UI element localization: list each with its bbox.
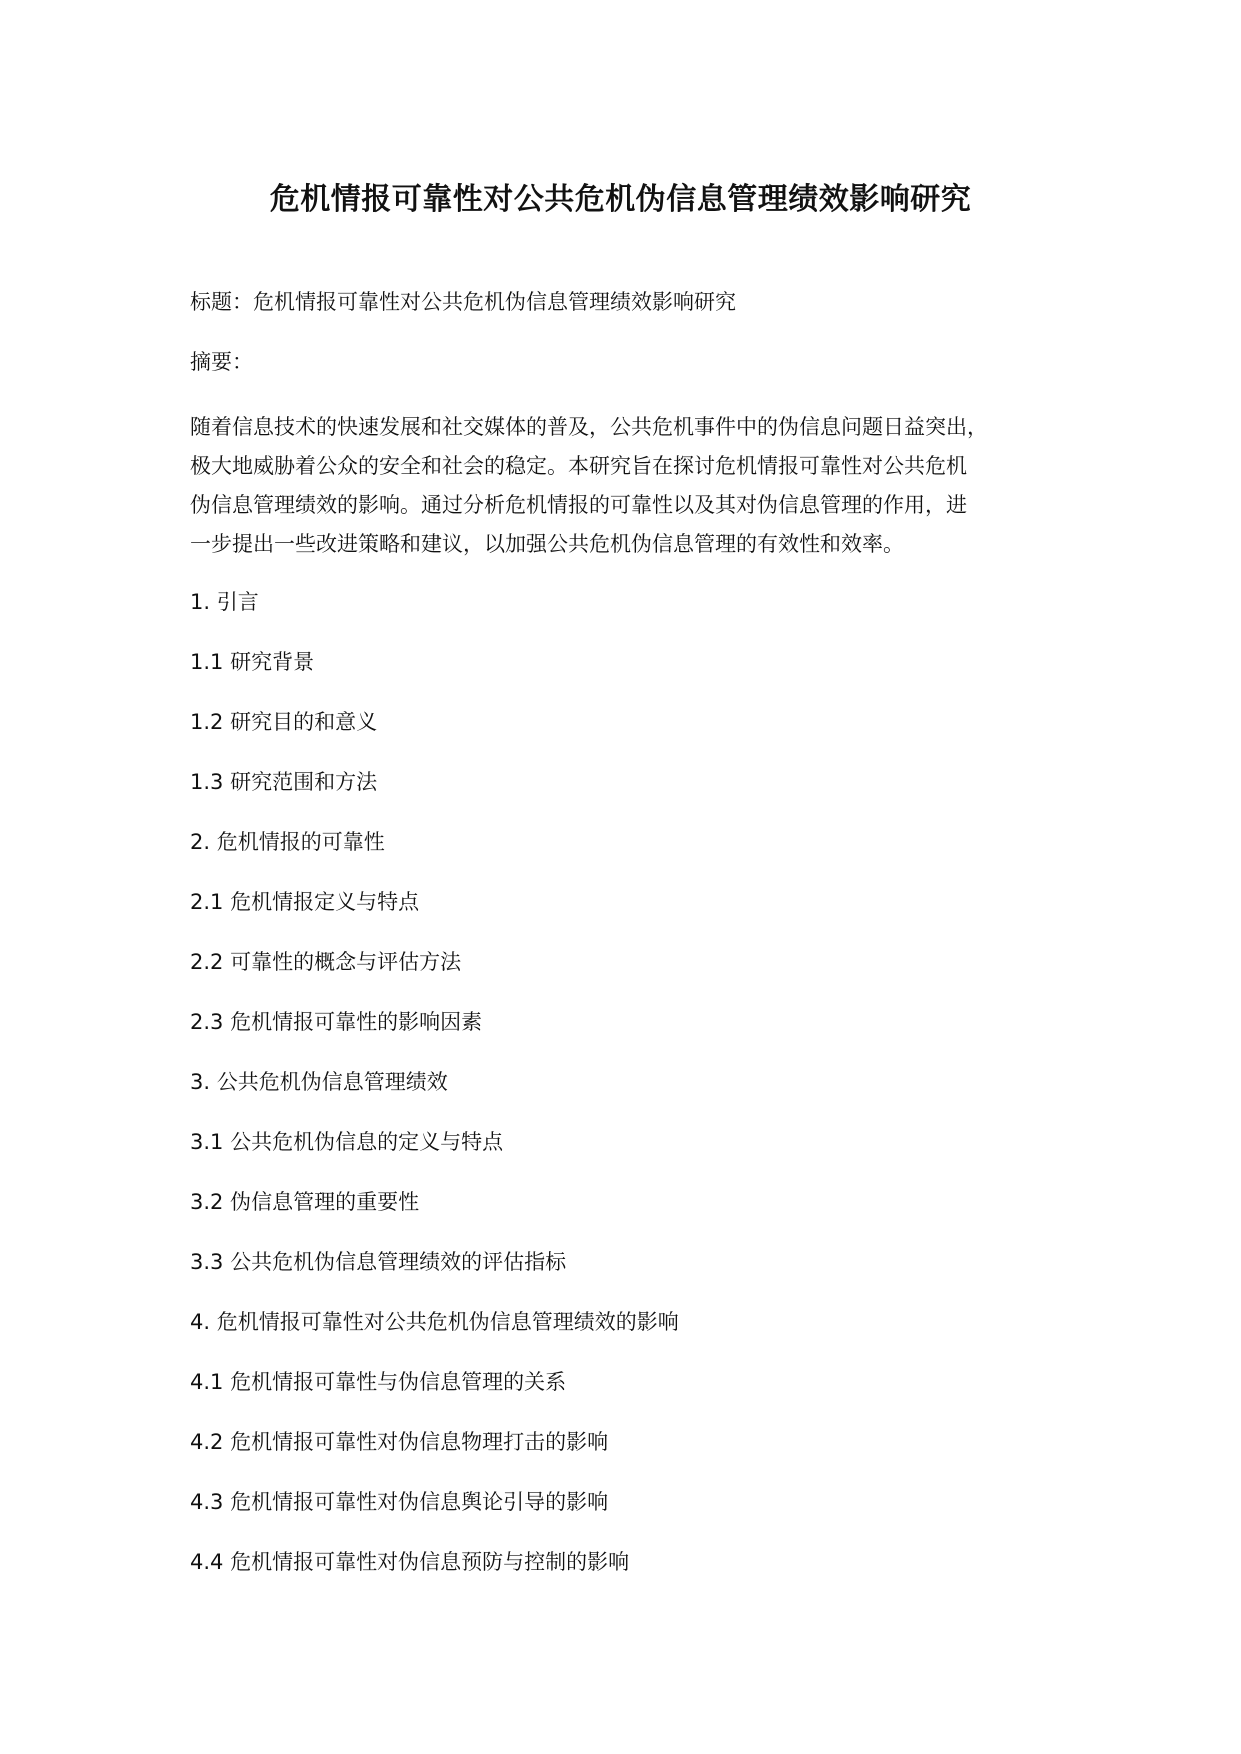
abstract-label: 摘要：	[190, 350, 253, 374]
abstract-paragraph	[190, 408, 1090, 564]
outline-item-3-2: 3.2 伪信息管理的重要性	[190, 1190, 420, 1214]
abstract-line: 极大地威胁着公众的安全和社会的稳定。本研究旨在探讨危机情报可靠性对公共危机	[190, 454, 967, 478]
abstract-line: 一步提出一些改进策略和建议，以加强公共危机伪信息管理的有效性和效率。	[190, 532, 904, 556]
outline-item-1-1: 1.1 研究背景	[190, 650, 315, 674]
abstract-line: 随着信息技术的快速发展和社交媒体的普及，公共危机事件中的伪信息问题日益突出，	[190, 415, 988, 439]
outline-item-2-1: 2.1 危机情报定义与特点	[190, 890, 420, 914]
outline-item-4-2: 4.2 危机情报可靠性对伪信息物理打击的影响	[190, 1430, 609, 1454]
outline-item-2-2: 2.2 可靠性的概念与评估方法	[190, 950, 462, 974]
outline-item-2-3: 2.3 危机情报可靠性的影响因素	[190, 1010, 483, 1034]
outline-heading-3: 3. 公共危机伪信息管理绩效	[190, 1070, 448, 1094]
outline-item-4-3: 4.3 危机情报可靠性对伪信息舆论引导的影响	[190, 1490, 609, 1514]
outline-heading-1: 1. 引言	[190, 590, 259, 614]
outline-item-4-1: 4.1 危机情报可靠性与伪信息管理的关系	[190, 1370, 567, 1394]
title-line: 标题：危机情报可靠性对公共危机伪信息管理绩效影响研究	[190, 290, 736, 314]
outline-item-1-3: 1.3 研究范围和方法	[190, 770, 378, 794]
outline-item-3-1: 3.1 公共危机伪信息的定义与特点	[190, 1130, 504, 1154]
outline-item-3-3: 3.3 公共危机伪信息管理绩效的评估指标	[190, 1250, 567, 1274]
outline-heading-2: 2. 危机情报的可靠性	[190, 830, 385, 854]
outline-item-4-4: 4.4 危机情报可靠性对伪信息预防与控制的影响	[190, 1550, 630, 1574]
outline-item-1-2: 1.2 研究目的和意义	[190, 710, 378, 734]
abstract-line: 伪信息管理绩效的影响。通过分析危机情报的可靠性以及其对伪信息管理的作用，进	[190, 493, 967, 517]
document-title: 危机情报可靠性对公共危机伪信息管理绩效影响研究	[269, 182, 972, 217]
outline-heading-4: 4. 危机情报可靠性对公共危机伪信息管理绩效的影响	[190, 1310, 679, 1334]
